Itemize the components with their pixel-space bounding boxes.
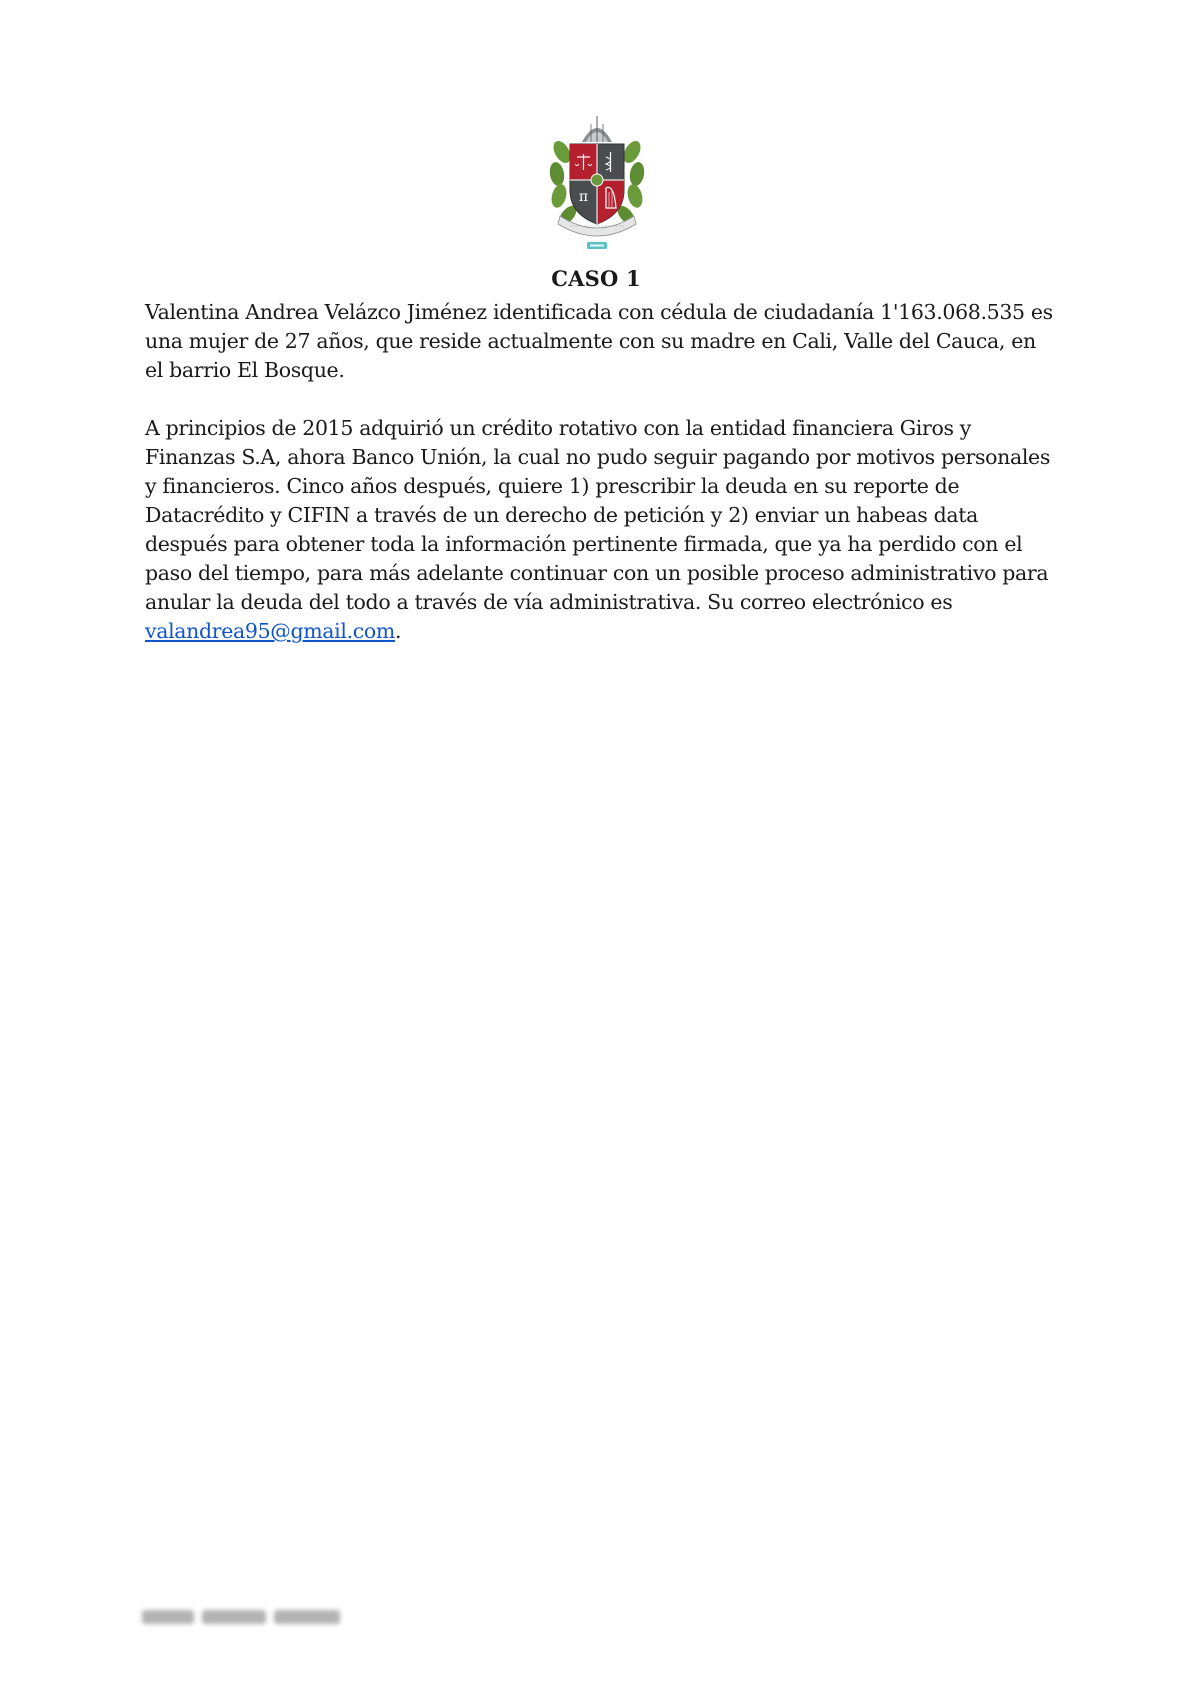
paragraph-1: Valentina Andrea Velázco Jiménez identificada con cédula de ciudadanía 1'163.068.535 es una mujer de 27 años, que reside actualmente con su madre en Cali, Valle del Cauca, en el barrio El Bosque. — [145, 300, 1053, 382]
blurred-footer — [142, 1610, 340, 1626]
university-crest-icon — [548, 112, 646, 252]
crest-top-ornament — [582, 116, 612, 142]
svg-text:π: π — [578, 189, 589, 205]
crest-shield — [570, 144, 624, 224]
page-title: CASO 1 — [551, 266, 641, 291]
email-link[interactable]: valandrea95@gmail.com — [145, 619, 395, 643]
paragraph-2-end: . — [394, 619, 402, 643]
paragraph-2-text: A principios de 2015 adquirió un crédito rotativo con la entidad financiera Giros y Finanzas S.A, ahora Banco Unión, la cual no pudo seguir pagando por motivos personales y financieros. Cinco años después, quiere 1) prescribir la deuda en su reporte de Datacrédito y CIFIN a través de un derecho de petición y 2) enviar un habeas data después para obtener toda la información pertinente firmada, que ya ha perdido con el paso del tiempo, para más adelante continuar con un posible proceso administrativo para anular la deuda del todo a través de vía administrativa. Su correo electrónico es — [145, 416, 1051, 614]
paragraph-2 — [145, 414, 1055, 646]
